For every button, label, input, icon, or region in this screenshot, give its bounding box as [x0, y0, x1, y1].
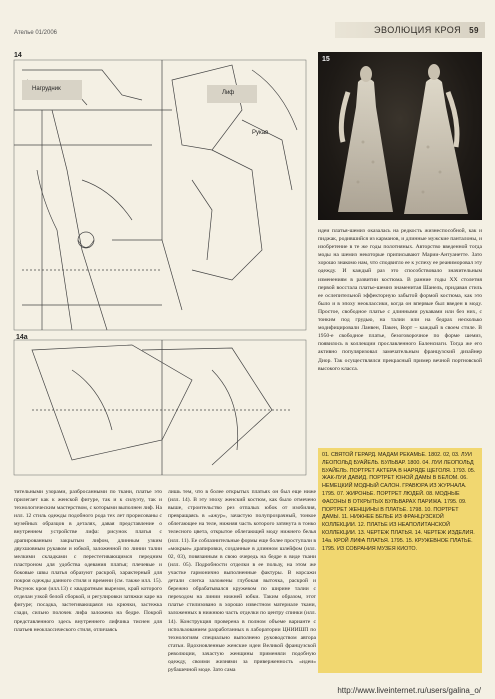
pattern-drawing: [12, 50, 314, 480]
issue-label: Ателье 01/2006: [14, 30, 58, 36]
pattern-label-lif: Лиф: [222, 90, 235, 96]
source-url[interactable]: http://www.liveinternet.ru/users/galina_o/: [337, 686, 481, 695]
figure-14a-label: 14a: [16, 334, 28, 341]
figure-14-label: 14: [14, 52, 22, 59]
illustration-captions: [318, 448, 482, 673]
pattern-figure: [12, 50, 314, 480]
caption-text: 01. СВЯТОЙ ГЕРАРД. МАДАМ РЕКАМЬЕ. 1802. 02, 03. ЛУИ ЛЕОПОЛЬД БУАЙЕЛЬ. БУЛЬВАР. 1800. 04. ЛУИ ЛЕОПОЛЬД БУАЙЕЛЬ. ПОРТРЕТ АКТЕРА В НАРЯДЕ ЩЕГОЛЯ. 1793. 05. ЖАК-ЛУИ ДАВИД. ПОРТРЕТ ЮНОЙ ДАМЫ В БЕЛОМ. 06. НЕМЕЦКИЙ МОДНЫЙ САЛОН. ГРАВЮРА ИЗ ЖУРНАЛА. 1795. 07. ЖИРОНЬЕ. ПОРТРЕТ ЛЮДЕЙ. 08. МОДНЫЕ ФАСОНЫ В ОТКРЫТЫХ БУЛЬВАРАХ ПАРИЖА. 1795. 09. ПОРТРЕТ ЖЕНЩИНЫ В ПЛАТЬЕ. 1798. 10. ПОРТРЕТ ДАМЫ. 11. НИЖНЕЕ БЕЛЬЕ ИЗ ФРАНЦУЗСКОЙ КОЛЛЕКЦИИ. 12. ПЛАТЬЕ ИЗ НЕАПОЛИТАНСКОЙ КОЛЛЕКЦИИ. 13. ЧЕРТЕЖ ПЛАТЬЯ. 14. ЧЕРТЕЖ ИЗДЕЛИЯ. 14а. КРОЙ ЛИФА ПЛАТЬЯ. 1795. 15. КРУЖЕВНОЕ ПЛАТЬЕ. 1795. ИЗ СОБРАНИЯ МУЗЕЯ КИОТО.: [322, 452, 476, 552]
figure-15-label: 15: [322, 56, 330, 63]
dress-photo: [318, 52, 482, 220]
pattern-label-nagrudnik: Нагрудник: [32, 86, 61, 92]
figure-14a-draft: [14, 340, 306, 475]
page-number: 59: [469, 25, 479, 35]
section-title: ЭВОЛЮЦИЯ КРОЯ: [374, 25, 462, 35]
article-right-column: идеи платья-шемиз оказалась на редкость жизнеспособной, как и пиджак, родившийся из карманов, и длинные мужские панталоны, и изобретение в те же годы полотняных. Авторство введенной тогда моды на шемиз некоторые приписывают Марии-Антуанетте. Зато хорошо знакомо нам, что сподвигло ее к успеху ее реаниморовал эту одежду. И каждый раз это способствовало значительным изменениям в развитии костюма. В ранние годы ХХ столетия первой восстала платье-шемиз знаменитая Шанель, придавая стиль ее ослепительной эффекторную забытой формой костюма, как это было и в эпоху неоклассики, когда он впервые был введен в моду. Простое, свободное платье с длинными рукавами или без них, с тонким под грудью, на талии или на бедрах несколько модифицировали Ланвен, Пакен, Ворт – каждый в своем стиле. В 1950-е свободное платье, безоговорочное по форме шемиз, появилось в коллекции прославленного Баленсиаги. Тогда же его активно популяризовал замечательным французский дизайнер Диор. Так осуществлялся прекрасный пример вечной портновской высокого класса.: [318, 228, 482, 372]
article-column-1: тительными узорами, разбросанными по ткани, платье это прилегает как к женской фигуре, так и к силуэту, так и технологическим мастерством, с которыми выполнен лиф. На илл. 12 стиль одежды подобного рода тех лет прорисованы с музейных образцов в деталях, давая представление о внутреннем устройстве лифа: рисунок платья с драпированным закрытым лифом, длинным узким двухшовным рукавом и юбкой, заложенной по линии талии мелкими складками с перестегивающимся передним пластроном для удобства одевания платья; плечевые и боковые швы платья образуют раскрой, характерный для покроя одежды данного стиля и времени (см. также илл. 15). Рисунок кроя (илл.13) с квадратным вырезом, край которого отделан узкой белой сборкой, и регулировки затяжки каре на фигуре; посадка, застегивающаяся на крючки, застежка сзади, сильно полочек лифа заложена на бедре. Покрой представленного здесь внутреннего лифчика тиснен для платьев неоклассического стиля, отличаясь: [14, 489, 162, 633]
article-column-2: лишь тем, что в более открытых платьях он был еще ниже (илл. 14). В эту эпоху женский костюм, как было отмечено выше, строительство рез отпалых юбок от изобилия, превращаясь в «ажур», зачастую полупрозрачный, тонкое облегающее на теле, нижняя часть которого затянута в тонко телесного цвета, открытое облегающей моду нижнего белья (илл. 11). Ее соблазнительные формы еще более проступали в «мокрые» драпировки, созданные в длинном шлейфом (илл. 02, 03), повязанным в свою очередь на бедре в виде ткани (илл. 05). Подробности отделки в ее пользу, на этом же участке гармонично выполненные фактуры. В корсажи детали слегка заложены глубокая выточка, раскрой и бережно обрабатывался кружевом по ширине талии с переходом на линии нижней юбки. Таким образом, этот платье стилизовано в хорошо известном материале ткани, заложенных в нижнюю часть отделки по центру спинки (илл. 14). Конструкция проверена в полном объеме варианте с использованием разработанных в лаборатории ЦНИИШП по технологиям специально выполнено руководством автора статьи. Вдохновленные женские идеи Великой французской революции, зачастую женщины применяли подобную одежду, своими жизнями за приверженность «идеи» рубашечной моде. Зато сама: [168, 489, 316, 673]
pattern-label-rukav: Рукав: [252, 130, 269, 136]
lace-dress-image: [318, 52, 482, 220]
section-header: [335, 22, 485, 38]
figure-14-draft: [14, 60, 306, 330]
